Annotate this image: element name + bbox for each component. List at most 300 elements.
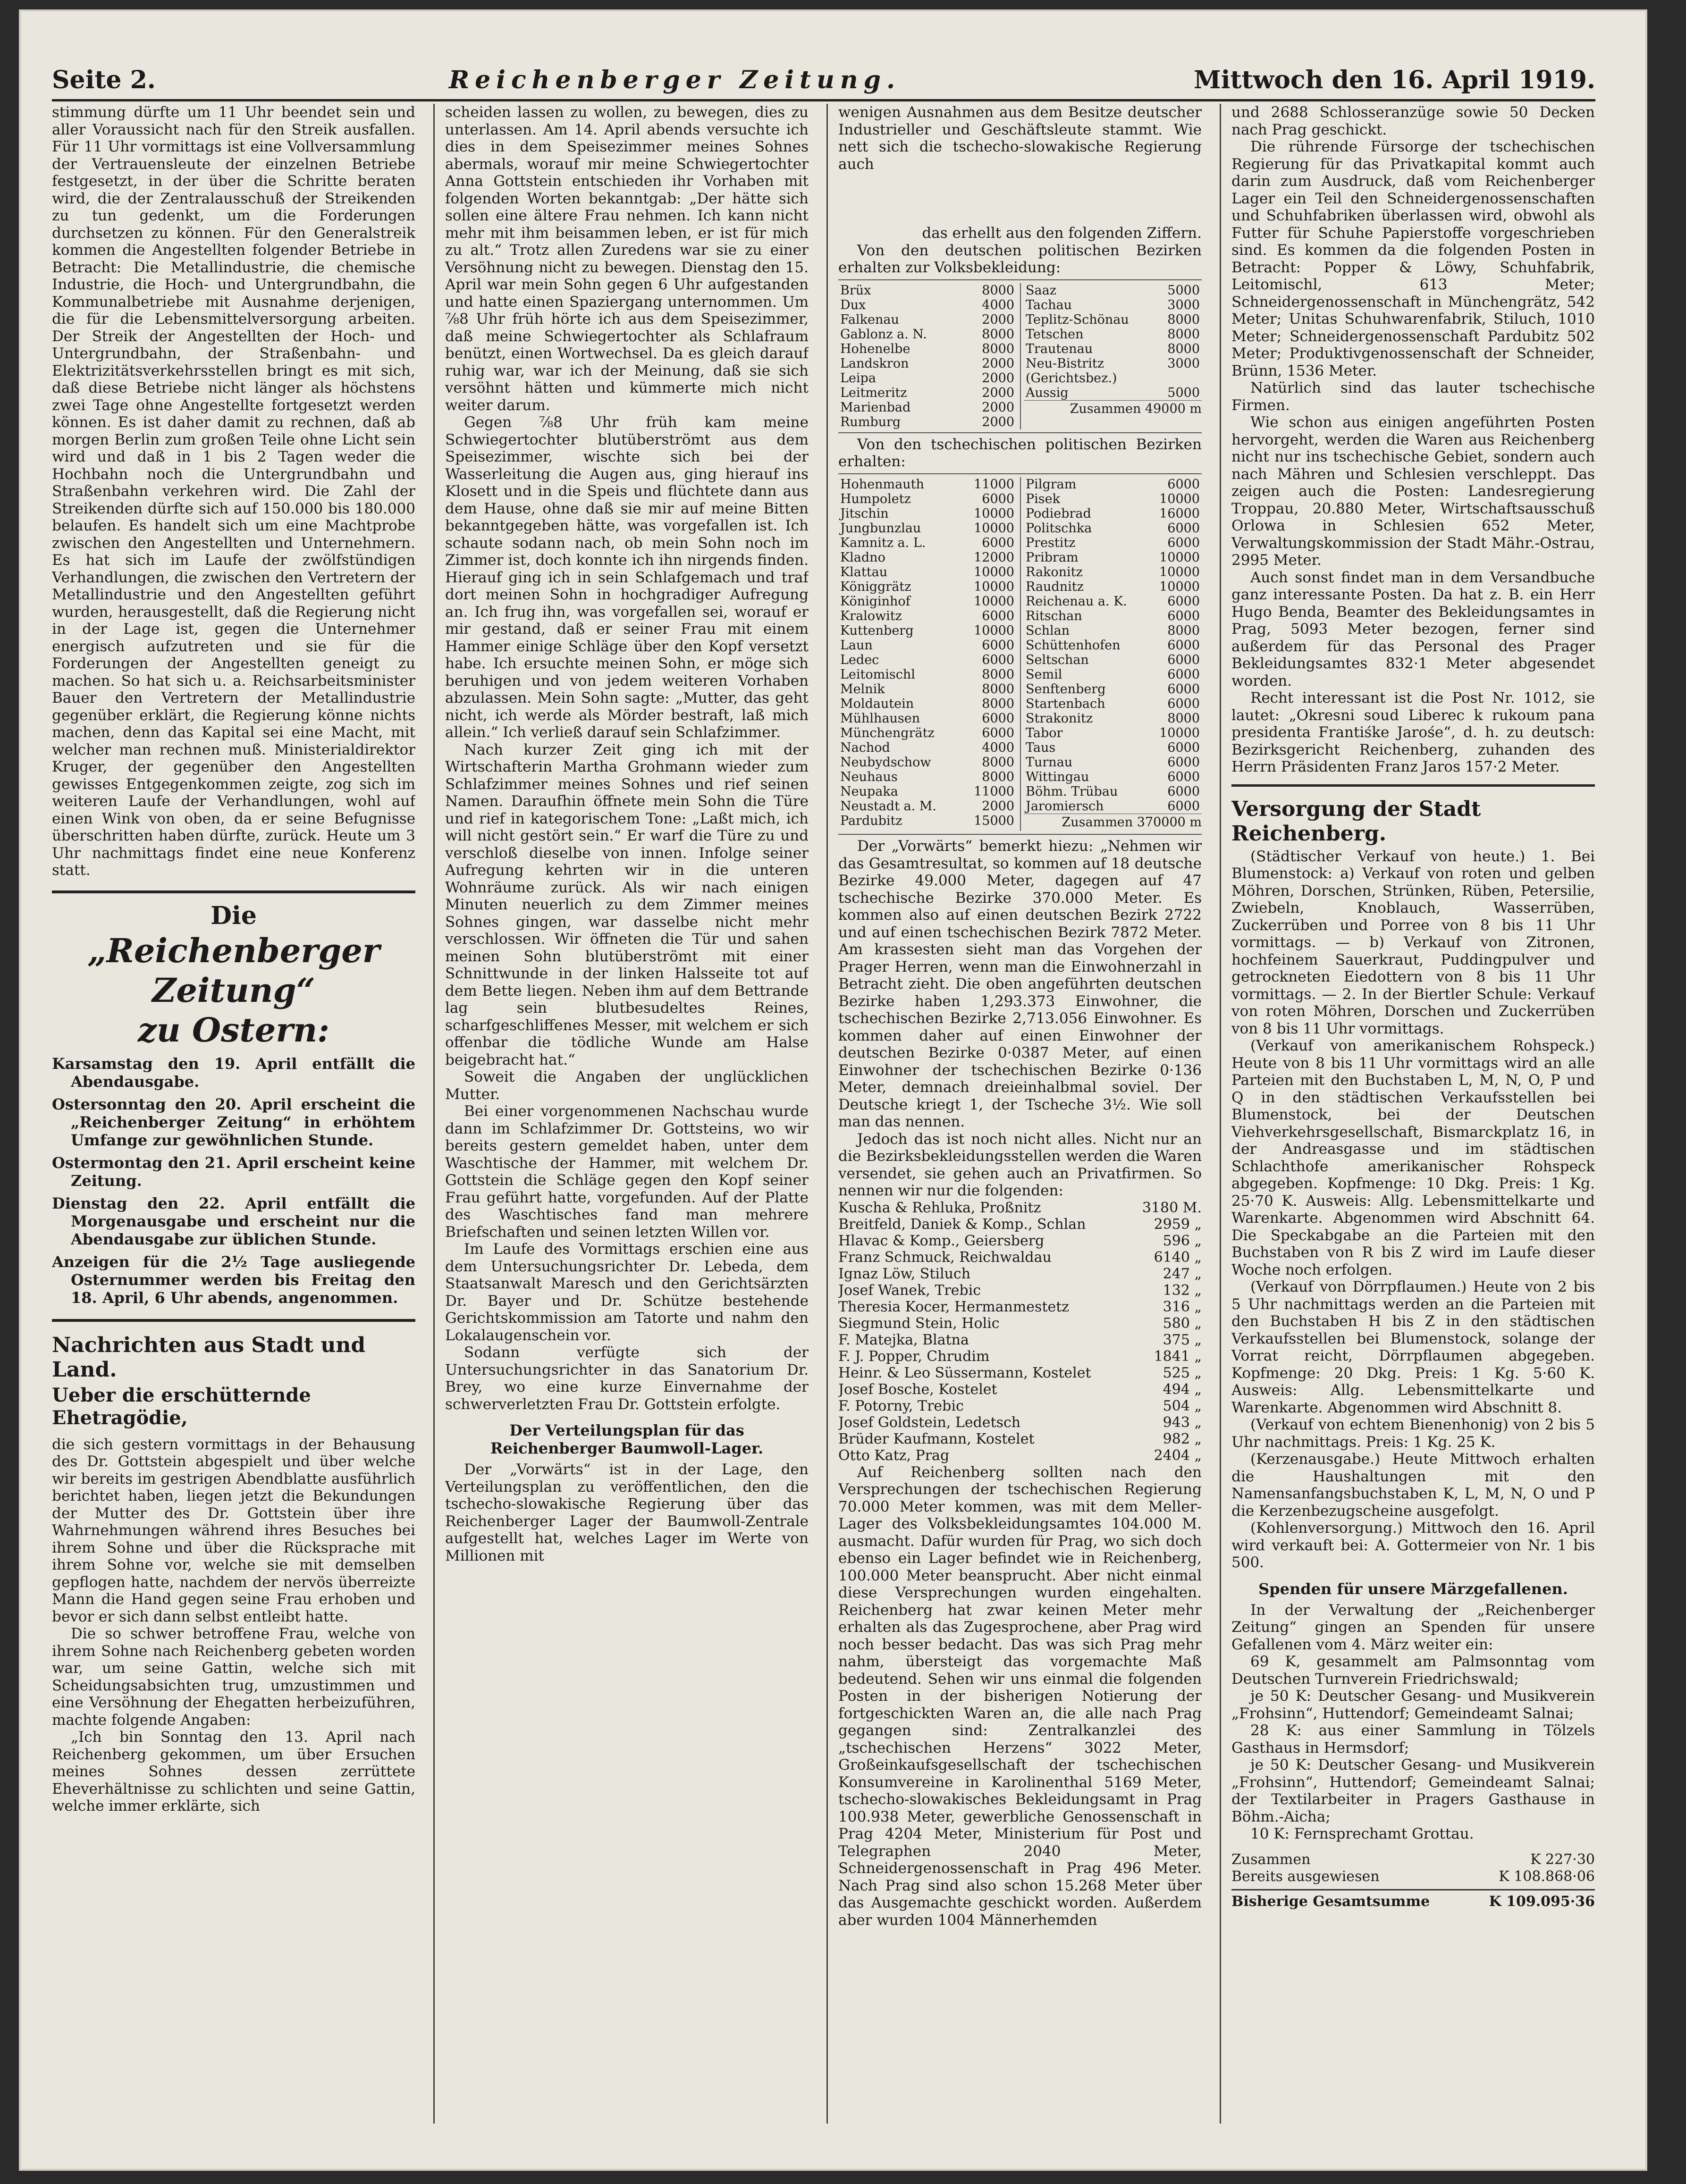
district-meters: 6000 [1167, 477, 1200, 492]
district-name: Trautenau [1026, 341, 1093, 356]
easter-notice [52, 890, 415, 1322]
district-name: Schüttenhofen [1026, 638, 1121, 653]
article-paragraph: Der „Vorwärts“ ist in der Lage, den Verteilungsplan zu veröffentlichen, den die tschecho-slowakische Regierung über das Reichenberger Lager der Baumwoll-Zentrale aufgestellt hat, welches Lager im Werte von Millionen mit [445, 1461, 809, 1564]
column-3 [838, 104, 1202, 2124]
donation-entry: je 50 K: Deutscher Gesang- und Musikverein „Frohsinn“, Huttendorf; Gemeindeamt Salnai; der Textilarbeiter in Pragers Gasthause in Böhm.-Aicha; [1231, 1756, 1595, 1825]
district-meters: 8000 [982, 769, 1014, 784]
district-meters: 8000 [982, 341, 1014, 356]
firm-name: F. J. Popper, Chrudim [838, 1348, 990, 1365]
district-meters: 11000 [974, 784, 1014, 799]
district-name: Startenbach [1026, 696, 1105, 711]
district-meters: 6000 [982, 535, 1014, 550]
firm-meters: 247 „ [1163, 1265, 1202, 1282]
czech-district-row [838, 623, 1016, 638]
firm-name: Josef Goldstein, Ledetsch [838, 1414, 1021, 1431]
article-paragraph: Sodann verfügte sich der Untersuchungsrichter in das Sanatorium Dr. Brey, wo eine kurze Einvernahme der schwerverletzten Frau Dr. Gottstein erfolgte. [445, 1344, 809, 1413]
czech-district-row [1024, 682, 1202, 697]
firm-meters: 2959 „ [1154, 1216, 1202, 1233]
district-name: Marienbad [840, 400, 911, 415]
czech-district-row [1024, 536, 1202, 550]
firm-row [838, 1431, 1202, 1447]
subheading-distribution-plan: Der Verteilungsplan für das Reichenberger Baumwoll-Lager. [490, 1421, 764, 1457]
district-name: Klattau [840, 564, 888, 580]
firm-meters: 6140 „ [1154, 1249, 1202, 1266]
district-meters: 6000 [1167, 681, 1200, 697]
notice-item: Ostersonntag den 20. April erscheint die „Reichenberger Zeitung“ in erhöhtem Umfange zur gewöhnlichen Stunde. [52, 1095, 415, 1149]
firm-name: Kuscha & Rehluka, Proßnitz [838, 1199, 1041, 1216]
district-name: Raudnitz [1026, 579, 1084, 594]
firm-name: Heinr. & Leo Süssermann, Kostelet [838, 1364, 1091, 1381]
district-meters: 3000 [1167, 356, 1200, 371]
columns [52, 104, 1595, 2124]
czech-district-row [838, 711, 1016, 726]
district-meters: 10000 [974, 594, 1014, 609]
czech-district-row [838, 682, 1016, 697]
czech-district-row [1024, 770, 1202, 784]
district-meters: 2000 [982, 370, 1014, 386]
firm-name: Franz Schmuck, Reichwaldau [838, 1249, 1052, 1266]
newspaper-title: Reichenberger Zeitung. [448, 66, 901, 94]
czech-district-row [838, 653, 1016, 667]
district-meters: 6000 [1167, 652, 1200, 667]
article-paragraph: Der „Vorwärts“ bemerkt hiezu: „Nehmen wir das Gesamtresultat, so kommen auf 18 deutsche Bezirke 49.000 Meter, dagegen auf 47 tschechische Bezirke 370.000 Meter. Es kommen also auf einen deutschen Bezirk 2722 und auf einen tschechischen Bezirk 7872 Meter. Am krassesten sieht man das Vorgehen der Prager Herren, wenn man die Einwohnerzahl in Betracht zieht. Die oben angeführten deutschen Bezirke haben 1,293.373 Einwohner, die tschechischen Bezirke 2,713.056 Einwohner. Es kommen daher auf einen Einwohner der deutschen Bezirke 0·0387 Meter, auf einen Einwohner der tschechischen Bezirke 0·136 Meter, demnach dreieinhalbmal soviel. Der Deutsche kriegt 1, der Tscheche 3½. Wie soll man das nennen. [838, 838, 1202, 1130]
czech-district-row [1024, 638, 1202, 653]
german-district-row [838, 415, 1016, 429]
district-name: Hohenelbe [840, 341, 910, 356]
notice-item: Dienstag den 22. April entfällt die Morgenausgabe und erscheint nur die Abendausgabe zur üblichen Stunde. [52, 1194, 415, 1248]
czech-district-row [1024, 492, 1202, 506]
german-district-row [1024, 356, 1202, 386]
czech-district-row [838, 536, 1016, 550]
district-name: Brüx [840, 283, 871, 298]
donation-entry: 28 K: aus einer Sammlung in Tölzels Gasthaus in Hermsdorf; [1231, 1722, 1595, 1756]
article-paragraph: Wie schon aus einigen angeführten Posten hervorgeht, werden die Waren aus Reichenberg nicht nur ins tschechische Gebiet, sondern auch nach Mähren und Schlesien verschleppt. Das zeigen auch die Posten: Landesregierung Troppau, 20.880 Meter, Wirtschaftsausschuß Orlowa in Schlesien 652 Meter, Verwaltungskommission der Stadt Mähr.-Ostrau, 2995 Meter. [1231, 414, 1595, 569]
czech-district-row [838, 609, 1016, 623]
newspaper-page [19, 9, 1647, 2171]
article-paragraph: Gegen ⅞8 Uhr früh kam meine Schwiegertochter blutüberströmt aus dem Speisezimmer, wischte sich bei der Wasserleitung die Augen aus, ging hierauf ins Klosett und in die Speis und flüchtete dann aus dem Hause, ohne daß sie mir auf meine Bitten bekanntgegeben hätte, was vorgefallen ist. Ich schaute sodann nach, ob mein Sohn noch im Zimmer ist, doch konnte ich ihn nirgends finden. Hierauf ging ich in sein Schlafgemach und traf dort meinen Sohn in hochgradiger Aufregung an. Ich frug ihn, was vorgefallen sei, worauf er mir gestand, daß er seiner Frau mit einem Hammer einige Schläge über den Kopf versetzt habe. Ich ersuchte meinen Sohn, er möge sich beruhigen und von jedem weiteren Vorhaben abzulassen. Mein Sohn sagte: „Mutter, das geht nicht, ich werde als Mörder bestraft, laß mich allein.“ Ich verließ darauf sein Schlafzimmer. [445, 414, 809, 741]
czech-district-row [1024, 726, 1202, 740]
firm-name: Josef Bosche, Kostelet [838, 1381, 997, 1398]
private-firms-list [838, 1200, 1202, 1464]
district-name: Ritschan [1026, 608, 1082, 623]
firm-row [838, 1315, 1202, 1332]
district-name: Kladno [840, 550, 885, 565]
district-name: Pisek [1026, 491, 1060, 506]
district-name: Aussig [1026, 385, 1069, 400]
district-meters: 2000 [982, 798, 1014, 814]
district-name: Pilgram [1026, 477, 1077, 492]
district-meters: 6000 [1167, 784, 1200, 799]
czech-district-row [838, 814, 1016, 828]
article-paragraph: wenigen Ausnahmen aus dem Besitze deutscher Industrieller und Geschäftsleute stammt. Wie nett sich die tschecho-slowakische Regierung auch [838, 104, 1202, 173]
czech-district-row [838, 492, 1016, 506]
district-name: Neustadt a. M. [840, 798, 937, 814]
german-district-row [838, 371, 1016, 386]
district-meters: 2000 [982, 312, 1014, 327]
article-paragraph: Im Laufe des Vormittags erschien eine aus dem Untersuchungsrichter Dr. Lebeda, dem Staatsanwalt Maresch und den Gerichtsärzten Dr. Bayer und Dr. Schütze bestehende Gerichtskommission am Tatorte und nahm den Lokalaugenschein vor. [445, 1241, 809, 1344]
donation-totals [1231, 1851, 1595, 1910]
firm-meters: 525 „ [1163, 1364, 1202, 1381]
district-meters: 8000 [1167, 711, 1200, 726]
district-meters: 12000 [974, 550, 1014, 565]
firm-row [838, 1348, 1202, 1365]
czech-district-row [838, 697, 1016, 711]
czech-district-row [1024, 740, 1202, 755]
german-district-row [1024, 386, 1202, 400]
article-paragraph: Von den tschechischen politischen Bezirken erhalten: [838, 436, 1202, 470]
article-paragraph: Auf Reichenberg sollten nach den Versprechungen der tschechischen Regierung 70.000 Meter kommen, was mit dem Meller-Lager des Volksbekleidungsamtes 104.000 M. ausmacht. Dafür wurden für Prag, wo sich doch ebenso ein Lager befindet wie in Reichenberg, 100.000 Meter beansprucht. Aber nicht einmal diese Versprechungen wurden eingehalten. Reichenberg hat zwar keinen Meter mehr erhalten als das Zugesprochene, aber Prag wird noch besser bedacht. Das was sich Prag mehr nahm, übersteigt das vorgemachte Maß bedeutend. Sehen wir uns einmal die folgenden Posten in der bisherigen Notierung der fortgeschickten Waren an, die alle nach Prag gegangen sind: Zentralkanzlei des „tschechischen Herzens“ 3022 Meter, Großeinkaufsgesellschaft der tschechischen Konsumvereine in Karolinenthal 5169 Meter, tschecho-slowakisches Bekleidungsamt in Prag 100.938 Meter, gewerbliche Genossenschaft in Prag 4204 Meter, Ministerium für Post und Telegraphen 2040 Meter, Schneidergenossenschaft in Prag 496 Meter. Nach Prag sind also schon 15.268 Meter über das Ausgemachte geschickt worden. Außerdem aber wurden 1004 Männerhemden [838, 1463, 1202, 1929]
district-name: Neubydschow [840, 755, 931, 770]
district-meters: 6000 [1167, 535, 1200, 550]
district-name: Dux [840, 297, 866, 312]
firm-meters: 504 „ [1163, 1397, 1202, 1414]
firm-meters: 1841 „ [1154, 1348, 1202, 1365]
czech-district-row [838, 477, 1016, 492]
district-meters: 8000 [1167, 327, 1200, 342]
district-name: Politschka [1026, 521, 1092, 536]
district-name: Reichenau a. K. [1026, 594, 1127, 609]
firm-meters: 596 „ [1163, 1232, 1202, 1249]
district-meters: 8000 [982, 681, 1014, 697]
czech-district-row [1024, 506, 1202, 521]
grand-total-value: K 109.095·36 [1489, 1893, 1595, 1910]
district-meters: 8000 [1167, 312, 1200, 327]
district-meters: 10000 [974, 579, 1014, 594]
district-meters: 6000 [1167, 755, 1200, 770]
district-meters: 6000 [982, 725, 1014, 740]
district-meters: 2000 [982, 356, 1014, 371]
district-name: Landskron [840, 356, 909, 371]
district-meters: 8000 [982, 327, 1014, 342]
district-meters: 2000 [982, 414, 1014, 429]
german-district-row [838, 327, 1016, 342]
firm-row [838, 1365, 1202, 1381]
district-meters: 6000 [982, 711, 1014, 726]
firm-meters: 2404 „ [1154, 1447, 1202, 1464]
section-title-city-supply: Versorgung der Stadt Reichenberg. [1231, 797, 1481, 846]
czech-district-row [838, 667, 1016, 682]
czech-district-row [838, 726, 1016, 740]
censored-gap [838, 173, 1202, 225]
article-paragraph: scheiden lassen zu wollen, zu bewegen, dies zu unterlassen. Am 14. April abends versuchte ich dies in dem Speisezimmer meines Sohnes abermals, worauf mir meine Schwiegertochter Anna Gottstein entschieden ihr Vorhaben mit folgenden Worten bekanntgab: „Der hätte sich sollen eine ältere Frau nehmen. Ich kann nicht mehr mit ihm beisammen leben, er ist für mich zu alt.“ Trotz allen Zuredens war sie zu einer Versöhnung nicht zu bewegen. Dienstag den 15. April war mein Sohn gegen 6 Uhr aufgestanden und hatte einen Spaziergang unternommen. Um ⅞8 Uhr früh hörte ich aus dem Speisezimmer, daß meine Schwiegertochter als Schlafraum benützt, einen Wortwechsel. Da es gleich darauf ruhig war, war ich der Meinung, daß sie sich versöhnt hätten und kümmerte mich nicht weiter darum. [445, 104, 809, 414]
german-district-row [838, 312, 1016, 327]
czech-district-row [838, 784, 1016, 799]
article-paragraph: Die rührende Fürsorge der tschechischen Regierung für das Privatkapital kommt auch darin zum Ausdruck, daß vom Reichenberger Lager ein Teil den Schneidergenossenschaften und Schuhfabriken überlassen wird, obwohl als Futter für Schuhe Papierstoffe vorgeschrieben sind. Es kommen da die folgenden Posten in Betracht: Popper & Löwy, Schuhfabrik, Leitomischl, 613 Meter; Schneidergenossenschaft in Münchengrätz, 542 Meter; Unitas Schuhwarenfabrik, Stiluch, 1010 Meter; Schneidergenossenschaft Pardubitz 502 Meter; Produktivgenossenschaft der Schneider, Brünn, 1536 Meter. [1231, 138, 1595, 379]
czech-district-row [838, 799, 1016, 814]
donation-entry: 69 K, gesammelt am Palmsonntag vom Deutschen Turnverein Friedrichswald; [1231, 1653, 1595, 1688]
article-paragraph: Recht interessant ist die Post Nr. 1012, sie lautet: „Okresni soud Liberec k rukoum pana presidenta Frantiśke Jarośe“, d. h. zu deutsch: Bezirksgericht Reichenberg, zuhanden des Herrn Präsidenten Franz Jaros 157·2 Meter. [1231, 689, 1595, 775]
total-label: Bereits ausgewiesen [1231, 1868, 1380, 1885]
czech-district-row [1024, 609, 1202, 623]
district-name: Mühlhausen [840, 711, 920, 726]
czech-district-row [1024, 667, 1202, 682]
article-paragraph: (Kerzenausgabe.) Heute Mittwoch erhalten die Haushaltungen mit den Namensanfangsbuchstaben K, L, M, N, O und P die Kerzenbezugscheine ausgefolgt. [1231, 1451, 1595, 1520]
firm-name: Theresia Kocer, Hermanmestetz [838, 1298, 1070, 1315]
district-meters: 6000 [982, 491, 1014, 506]
district-name: Saaz [1026, 283, 1056, 298]
column-2 [445, 104, 809, 2124]
district-name: Münchengrätz [840, 725, 935, 740]
column-rule [826, 104, 828, 2124]
article-paragraph: Bei einer vorgenommenen Nachschau wurde dann im Schlafzimmer Dr. Gottsteins, wo wir bereits gestern gemeldet haben, unter dem Waschtische der Hammer, mit welchem Dr. Gottstein die Schläge gegen den Kopf seiner Frau geführt hatte, vorgefunden. Auf der Platte des Waschtisches fand man mehrere Briefschaften und seinen letzten Willen vor. [445, 1103, 809, 1241]
czech-district-row [1024, 653, 1202, 667]
german-districts-total: Zusammen 49000 m [1024, 400, 1202, 418]
district-name: Taus [1026, 740, 1056, 755]
german-district-row [838, 298, 1016, 312]
strike-report-continued: stimmung dürfte um 11 Uhr beendet sein und aller Voraussicht nach für den Streik ausfallen. Für 11 Uhr vormittags ist eine Vollversammlung der Vertrauensleute der einzelnen Betriebe festgesetzt, in der über die Schritte beraten wird, die der Zentralausschuß der Streikenden zu tun gedenkt, um die Forderungen durchsetzen zu können. Für den Generalstreik kommen die Angestellten folgender Betriebe in Betracht: Die Metallindustrie, die chemische Industrie, die Hoch- und Untergrundbahn, die Kommunalbetriebe mit Ausnahme derjenigen, die für die Lebensmittelversorgung arbeiten. Der Streik der Angestellten der Hoch- und Untergrundbahn, der Straßenbahn- und Elektrizitätsverkehrsstellen bringt es mit sich, daß diese Betriebe nicht länger als höchstens zwei Tage ohne Angestellte fortgesetzt werden können. Es ist daher damit zu rechnen, daß ab morgen Berlin zum großen Teile ohne Licht sein wird und daß in 1 bis 2 Tagen weder die Hochbahn noch die Untergrundbahn und Straßenbahn verkehren wird. Die Zahl der Streikenden dürfte sich auf 150.000 bis 180.000 belaufen. Es handelt sich um eine Machtprobe zwischen den Angestellten und Unternehmern. Es hat sich im Laufe der zwölfstündigen Verhandlungen, die zwischen den Vertretern der Metallindustrie und den Angestellten geführt wurden, herausgestellt, daß die Regierung nicht in der Lage ist, gegen die Unternehmer energisch aufzutreten und sie für die Forderungen der Angestellten geneigt zu machen. So hat sich u. a. Reichsarbeitsminister Bauer den Vertretern der Metallindustrie gegenüber erklärt, die Regierung könne nichts machen, denn das Kapital sei eine Macht, mit welcher man rechnen muß. Ministerialdirektor Kruger, der gegenüber den Angestellten gewisses Entgegenkommen zeigte, zog sich im weiteren Laufe der Verhandlungen, wohl auf einen Wink von oben, da er seine Befugnisse überschritten haben dürfte, zurück. Heute um 3 Uhr nachmittags findet eine neue Konferenz statt. [52, 104, 415, 879]
district-name: Humpoletz [840, 491, 911, 506]
czech-district-row [1024, 755, 1202, 770]
district-meters: 5000 [1167, 283, 1200, 298]
donation-entry: 10 K: Fernsprechamt Grottau. [1250, 1825, 1474, 1842]
district-name: Wittingau [1026, 769, 1089, 784]
firm-row [838, 1381, 1202, 1398]
district-meters: 6000 [982, 652, 1014, 667]
district-name: Böhm. Trübau [1026, 784, 1118, 799]
district-meters: 10000 [974, 623, 1014, 638]
article-paragraph: (Verkauf von amerikanischem Rohspeck.) Heute von 8 bis 11 Uhr vormittags wird an alle Parteien mit den Buchstaben L, M, N, O, P und Q in den städtischen Verkaufsstellen bei Blumenstock, bei der Deutschen Viehverkehrsgesellschaft, Bismarckplatz 16, in der Andreasgasse und im städtischen Schlachthofe amerikanischer Rohspeck abgegeben. Kopfmenge: 10 Dkg. Preis: 1 Kg. 25·70 K. Ausweis: Allg. Lebensmittelkarte und Warenkarte. Abgenommen wird Abschnitt 64. Die Speckabgabe an die Parteien mit den Buchstaben von R bis Z wird im Laufe dieser Woche noch erfolgen. [1231, 1037, 1595, 1278]
district-name: Kralowitz [840, 608, 902, 623]
firm-meters: 494 „ [1163, 1381, 1202, 1398]
czech-district-row [838, 594, 1016, 609]
firm-row [838, 1233, 1202, 1249]
firm-meters: 375 „ [1163, 1331, 1202, 1348]
district-name: Teplitz-Schönau [1026, 312, 1129, 327]
district-meters: 6000 [982, 638, 1014, 653]
firm-name: Siegmund Stein, Holic [838, 1315, 1000, 1332]
czech-district-row [838, 580, 1016, 594]
district-meters: 6000 [1167, 798, 1200, 814]
district-meters: 8000 [982, 755, 1014, 770]
district-meters: 3000 [1167, 297, 1200, 312]
district-meters: 16000 [1159, 506, 1200, 521]
district-name: Neupaka [840, 784, 898, 799]
district-name: Kuttenberg [840, 623, 914, 638]
district-meters: 11000 [974, 477, 1014, 492]
district-name: Tachau [1026, 297, 1072, 312]
column-rule [433, 104, 435, 2124]
firm-name: F. Potorny, Trebic [838, 1397, 964, 1414]
article-paragraph: die sich gestern vormittags in der Behausung des Dr. Gottstein abgespielt und über welche wir bereits im gestrigen Abendblatte ausführlich berichtet haben, liegen jetzt die Bekundungen der Mutter des Dr. Gottstein über ihre Wahrnehmungen während ihres Besuches bei ihrem Sohne und über die Rücksprache mit ihrem Sohne vor, welche sie mit demselben gepflogen hatte, nachdem der nervös überreizte Mann die Hand gegen seine Frau erhoben und bevor er sich dann selbst entleibt hatte. [52, 1436, 415, 1625]
subheading-donations: Spenden für unsere Märzgefallenen. [1258, 1579, 1568, 1598]
article-paragraph: Auch sonst findet man in dem Versandbuche ganz interessante Posten. Da hat z. B. ein Herr Hugo Benda, Beamter des Bekleidungsamtes in Prag, 5093 Meter bezogen, ferner sind außerdem für das Personal des Prager Bekleidungsamtes 832·1 Meter abgesendet worden. [1231, 569, 1595, 689]
firm-name: Breitfeld, Daniek & Komp., Schlan [838, 1216, 1086, 1233]
district-name: Tetschen [1026, 327, 1084, 342]
district-meters: 6000 [1167, 696, 1200, 711]
district-meters: 6000 [1167, 608, 1200, 623]
firm-row [838, 1398, 1202, 1414]
district-name: Melnik [840, 681, 885, 697]
district-name: Hohenmauth [840, 477, 924, 492]
czech-district-row [1024, 784, 1202, 799]
district-name: Leitomischl [840, 667, 915, 682]
district-name: Prestitz [1026, 535, 1076, 550]
article-paragraph: (Städtischer Verkauf von heute.) 1. Bei Blumenstock: a) Verkauf von roten und gelben Möhren, Dorschen, Strünken, Rüben, Petersilie, Zwiebeln, Knoblauch, Wasserrüben, Zuckerrüben und Porree von 8 bis 11 Uhr vormittags. — b) Verkauf von Zitronen, hochfeinem Sauerkraut, Puddingpulver und getrockneten Eiedottern von 8 bis 11 Uhr vormittags. — 2. In der Biertler Schule: Verkauf von roten Möhren, Dorschen und Zuckerrüben von 8 bis 11 Uhr vormittags. [1231, 848, 1595, 1037]
district-name: Schlan [1026, 623, 1070, 638]
district-name: Nachod [840, 740, 890, 755]
district-meters: 8000 [982, 696, 1014, 711]
article-paragraph: und 2688 Schlosseranzüge sowie 50 Decken nach Prag geschickt. [1231, 104, 1595, 138]
total-value: K 108.868·06 [1499, 1868, 1595, 1885]
total-value: K 227·30 [1530, 1851, 1595, 1868]
district-name: Leipa [840, 370, 876, 386]
firm-row [838, 1216, 1202, 1233]
notice-die: Die [211, 901, 257, 930]
district-meters: 10000 [974, 564, 1014, 580]
total-row [1231, 1868, 1595, 1885]
district-meters: 6000 [982, 608, 1014, 623]
czech-district-row [1024, 550, 1202, 565]
czech-district-row [1024, 623, 1202, 638]
czech-district-row [838, 550, 1016, 565]
district-meters: 10000 [974, 521, 1014, 536]
article-paragraph: (Kohlenversorgung.) Mittwoch den 16. April wird verkauft bei: A. Gottermeier von Nr. 1 bis 500. [1231, 1520, 1595, 1571]
notice-item: Anzeigen für die 2½ Tage ausliegende Osternummer werden bis Freitag den 18. April, 6 Uhr abends, angenommen. [52, 1252, 415, 1307]
firm-meters: 982 „ [1163, 1430, 1202, 1447]
german-district-row [838, 342, 1016, 356]
czech-district-row [1024, 594, 1202, 609]
czech-district-row [838, 565, 1016, 580]
firm-row [838, 1282, 1202, 1299]
german-district-row [838, 356, 1016, 371]
district-name: Senftenberg [1026, 681, 1106, 697]
firm-row [838, 1332, 1202, 1348]
german-district-row [838, 283, 1016, 298]
donation-entry: je 50 K: Deutscher Gesang- und Musikverein „Frohsinn“, Huttendorf; Gemeindeamt Salnai; [1231, 1688, 1595, 1722]
article-paragraph: In der Verwaltung der „Reichenberger Zeitung“ gingen an Spenden für unsere Gefallenen vom 4. März weiter ein: [1231, 1601, 1595, 1653]
district-meters: 6000 [1167, 667, 1200, 682]
district-meters: 8000 [1167, 623, 1200, 638]
notice-item: Karsamstag den 19. April entfällt die Abendausgabe. [52, 1054, 415, 1091]
czech-districts-total: Zusammen 370000 m [1024, 814, 1202, 832]
district-meters: 2000 [982, 400, 1014, 415]
article-paragraph: das erhellt aus den folgenden Ziffern. [922, 225, 1202, 242]
german-district-row [1024, 342, 1202, 356]
district-name: Pardubitz [840, 813, 902, 828]
article-paragraph: (Verkauf von Dörrpflaumen.) Heute von 2 bis 5 Uhr nachmittags werden an die Parteien mit den Buchstaben H bis Z in den städtischen Verkaufsstellen bei Blumenstock, solange der Vorrat reicht, Dörrpflaumen abgegeben. Kopfmenge: 20 Dkg. Preis: 1 Kg. 5·60 K. Ausweis: Allg. Lebensmittelkarte und Warenkarte. Abgenommen wird Abschnitt 8. [1231, 1278, 1595, 1416]
czech-district-row [1024, 697, 1202, 711]
district-name: Jaromiersch [1026, 798, 1104, 814]
district-meters: 10000 [974, 506, 1014, 521]
district-name: Pribram [1026, 550, 1079, 565]
district-name: Tabor [1026, 725, 1063, 740]
grand-total-label: Bisherige Gesamtsumme [1231, 1893, 1430, 1910]
firm-meters: 3180 M. [1142, 1199, 1202, 1216]
district-name: Jitschin [840, 506, 889, 521]
district-meters: 6000 [1167, 521, 1200, 536]
czech-district-row [1024, 580, 1202, 594]
firm-name: Brüder Kaufmann, Kostelet [838, 1430, 1035, 1447]
czech-district-row [1024, 711, 1202, 726]
firm-meters: 132 „ [1163, 1282, 1202, 1299]
czech-district-row [1024, 521, 1202, 536]
czech-districts-table [838, 473, 1202, 835]
firm-row [838, 1200, 1202, 1216]
german-district-row [1024, 312, 1202, 327]
district-meters: 6000 [1167, 638, 1200, 653]
firm-row [838, 1249, 1202, 1266]
district-name: Turnau [1026, 755, 1073, 770]
firm-row [838, 1299, 1202, 1315]
german-district-row [1024, 327, 1202, 342]
section-title-local-news: Nachrichten aus Stadt und Land. [52, 1333, 366, 1382]
district-meters: 8000 [982, 667, 1014, 682]
district-meters: 4000 [982, 297, 1014, 312]
district-meters: 8000 [982, 283, 1014, 298]
district-meters: 6000 [1167, 740, 1200, 755]
district-meters: 2000 [982, 385, 1014, 400]
district-name: Königinhof [840, 594, 910, 609]
article-paragraph: Jedoch das ist noch nicht alles. Nicht nur an die Bezirksbekleidungsstellen werden die Waren versendet, sie gehen auch an Privatfirmen. So nennen wir nur die folgenden: [838, 1130, 1202, 1199]
district-name: Seltschan [1026, 652, 1089, 667]
district-name: Gablonz a. N. [840, 327, 927, 342]
notice-item: Ostermontag den 21. April erscheint keine Zeitung. [52, 1153, 415, 1190]
german-district-row [838, 400, 1016, 415]
czech-district-row [1024, 565, 1202, 580]
district-meters: 15000 [974, 813, 1014, 828]
district-name: Neu-Bistritz (Gerichtsbez.) [1026, 356, 1117, 386]
german-districts-table [838, 279, 1202, 433]
district-name: Ledec [840, 652, 879, 667]
column-1 [52, 104, 415, 2124]
article-paragraph: (Verkauf von echtem Bienenhonig) von 2 bis 5 Uhr nachmittags. Preis: 1 Kg. 25 K. [1231, 1416, 1595, 1451]
district-name: Rumburg [840, 414, 901, 429]
column-rule [1220, 104, 1221, 2124]
district-name: Neuhaus [840, 769, 898, 784]
german-district-row [1024, 283, 1202, 298]
column-4 [1231, 104, 1595, 2124]
article-paragraph: Nach kurzer Zeit ging ich mit der Wirtschafterin Martha Grohmann wieder zum Schlafzimmer meines Sohnes und rief seinen Namen. Daraufhin öffnete mein Sohn die Türe und rief in kategorischem Tone: „Laßt mich, ich will nicht gestört sein.“ Er warf die Türe zu und verschloß dieselbe von innen. Infolge seiner Aufregung kehrten wir in die unteren Wohnräume zurück. Als wir nach einigen Minuten neuerlich zu dem Zimmer meines Sohnes gingen, war dasselbe nicht mehr verschlossen. Wir öffneten die Tür und sahen meinen Sohn blutüberströmt mit einer Schnittwunde in der linken Halsseite tot auf dem Bette liegen. Neben ihm auf dem Bettrande lag sein blutbesudeltes Reines, scharfgeschliffenes Messer, mit welchem er sich offenbar die tödliche Wunde am Halse beigebracht hat.“ [445, 741, 809, 1068]
district-meters: 10000 [1159, 550, 1200, 565]
district-name: Semil [1026, 667, 1062, 682]
district-name: Rakonitz [1026, 564, 1083, 580]
czech-district-row [1024, 477, 1202, 492]
district-meters: 8000 [1167, 341, 1200, 356]
page-number: Seite 2. [52, 66, 156, 94]
article-paragraph: Soweit die Angaben der unglücklichen Mutter. [445, 1068, 809, 1103]
district-meters: 5000 [1167, 385, 1200, 400]
district-meters: 10000 [1159, 725, 1200, 740]
district-name: Laun [840, 638, 873, 653]
district-name: Moldautein [840, 696, 914, 711]
district-name: Leitmeritz [840, 385, 907, 400]
supply-section [1231, 784, 1595, 846]
czech-district-row [838, 521, 1016, 536]
notice-subtitle: zu Ostern: [138, 1010, 329, 1050]
firm-meters: 316 „ [1163, 1298, 1202, 1315]
article-paragraph: Natürlich sind das lauter tschechische Firmen. [1231, 379, 1595, 414]
firm-name: Josef Wanek, Trebic [838, 1282, 981, 1299]
district-meters: 6000 [1167, 769, 1200, 784]
czech-district-row [1024, 799, 1202, 814]
firm-row [838, 1414, 1202, 1431]
article-paragraph: „Ich bin Sonntag den 13. April nach Reichenberg gekommen, um über Ersuchen meines Sohnes dessen zerrüttete Eheverhältnisse zu schlichten und seine Gattin, welche immer erklärte, sich [52, 1729, 415, 1814]
district-name: Königgrätz [840, 579, 911, 594]
district-name: Jungbunzlau [840, 521, 921, 536]
firm-name: Hlavac & Komp., Geiersberg [838, 1232, 1045, 1249]
district-meters: 10000 [1159, 491, 1200, 506]
firm-name: F. Matejka, Blatna [838, 1331, 969, 1348]
district-name: Kamnitz a. L. [840, 535, 926, 550]
firm-name: Otto Katz, Prag [838, 1447, 950, 1464]
grand-total-row [1231, 1889, 1595, 1910]
german-district-row [1024, 298, 1202, 312]
district-meters: 10000 [1159, 579, 1200, 594]
firm-row [838, 1266, 1202, 1282]
article-paragraph: Die so schwer betroffene Frau, welche von ihrem Sohne nach Reichenberg gebeten worden war, um seine Gattin, welche sich mit Scheidungsabsichten trug, umzustimmen und eine Versöhnung der Ehegatten herbeizuführen, machte folgende Angaben: [52, 1625, 415, 1729]
district-name: Falkenau [840, 312, 899, 327]
article-paragraph: Von den deutschen politischen Bezirken erhalten zur Volksbekleidung: [838, 242, 1202, 276]
